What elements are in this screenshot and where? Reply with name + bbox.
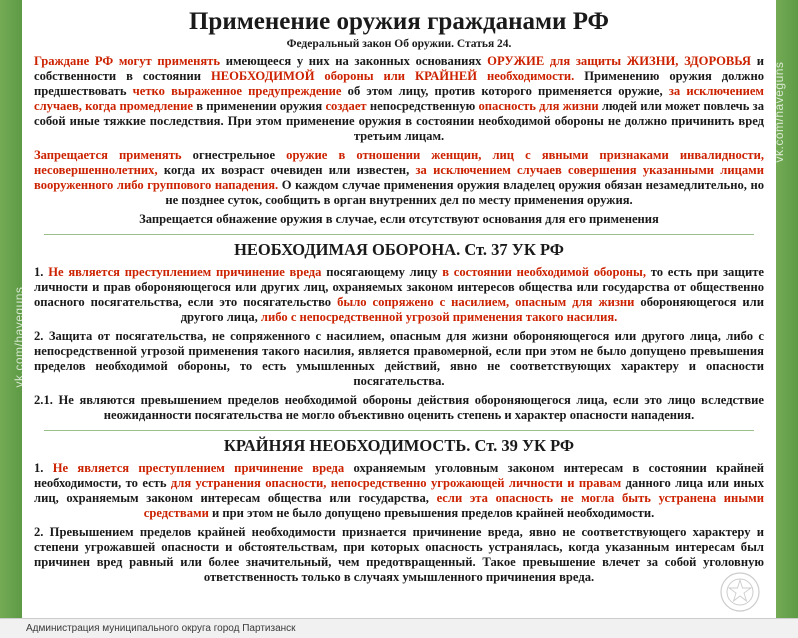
intro-paragraph-1: Граждане РФ могут применять имеющееся у них на законных основаниях ОРУЖИЕ для защиты ЖИЗНИ, ЗДОРОВЬЯ и собственности в состоянии НЕОБХОДИМОЙ обороны или КРАЙНЕЙ необходимости. Применению оружия должно предшествовать четко выраженное предупреждение об этом лицу, против которого применяется оружие, за исключением случаев, когда промедление в применении оружия создает непосредственную опасность для жизни людей или может повлечь за собой иные тяжкие последствия. При этом применение оружия в состоянии необходимой обороны не должно причинить вред третьим лицам. (34, 54, 764, 143)
watermark-right: vk.com/haveguns (772, 61, 786, 163)
section-2-paragraph-2: 2. Превышением пределов крайней необходимости признается причинение вреда, явно не соответствующего характеру и степени угрожавшей опасности и обстоятельствам, при которых опасность устранялась, когда указанным интересам был причинен вред равный или более значительный, чем предотвращенный. Такое превышение влечет за собой уголовную ответственность только в случаях умышленного причинения вреда. (34, 524, 764, 584)
left-green-bar (0, 0, 26, 638)
watermark-left: vk.com/haveguns (12, 286, 26, 388)
intro-paragraph-2: Запрещается применять огнестрельное оружие в отношении женщин, лиц с явными признаками инвалидности, несовершеннолетних, когда их возраст очевиден или известен, за исключением случаев совершения указанными лицами вооруженного либо группового нападения. О каждом случае применения оружия владелец оружия обязан незамедлительно, но не позднее суток, сообщить в орган внутренних дел по месту применения оружия. (34, 147, 765, 207)
page-subtitle: Федеральный закон Об оружии. Статья 24. (286, 38, 512, 50)
section-1-paragraph-2: 2. Защита от посягательства, не сопряженного с насилием, опасным для жизни обороняющегося или другого лица, либо с непосредственной угрозой применения такого насилия, является правомерной, если при этом не было допущено превышения пределов необходимой обороны, то есть умышленных действий, явно не соответствующих характеру и опасности посягательства. (34, 328, 764, 388)
footer-text: Администрация муниципального округа город Партизанск (26, 623, 296, 634)
section-1-paragraph-1: 1. Не является преступлением причинение вреда посягающему лицу в состоянии необходимой обороны, то есть при защите личности и прав обороняющегося или других лиц, охраняемых законом интересов общества или государства от общественно опасного посягательства, если это посягательство было сопряжено с насилием, опасным для жизни обороняющегося или другого лица, либо с непосредственной угрозой применения такого насилия. (34, 264, 764, 324)
section-title-necessary-defense: НЕОБХОДИМАЯ ОБОРОНА. Ст. 37 УК РФ (234, 239, 564, 259)
section-divider-2 (44, 430, 754, 431)
section-title-extreme-necessity: КРАЙНЯЯ НЕОБХОДИМОСТЬ. Ст. 39 УК РФ (223, 435, 575, 455)
page-title: Применение оружия гражданами РФ (188, 8, 610, 35)
section-divider-1 (44, 234, 754, 235)
section-2-paragraph-1: 1. Не является преступлением причинение вреда охраняемым уголовным законом интересам в состоянии крайней необходимости, то есть для устранения опасности, непосредственно угрожающей личности и правам данного лица или иных лиц, охраняемым законом интересам общества или государства, если эта опасность не могла быть устранена иными средствами и при этом не было допущено превышения пределов крайней необходимости. (34, 460, 765, 520)
stamp-icon (718, 570, 762, 614)
right-green-bar (772, 0, 798, 638)
footer-bar (0, 618, 798, 638)
section-1-paragraph-3: 2.1. Не являются превышением пределов необходимой обороны действия обороняющегося лица, если это лицо вследствие неожиданности посягательства не могло объективно оценить степень и характер опасности нападения. (34, 392, 764, 422)
document-content (22, 0, 776, 638)
intro-paragraph-3: Запрещается обнажение оружия в случае, если отсутствуют основания для его применения (139, 211, 659, 226)
